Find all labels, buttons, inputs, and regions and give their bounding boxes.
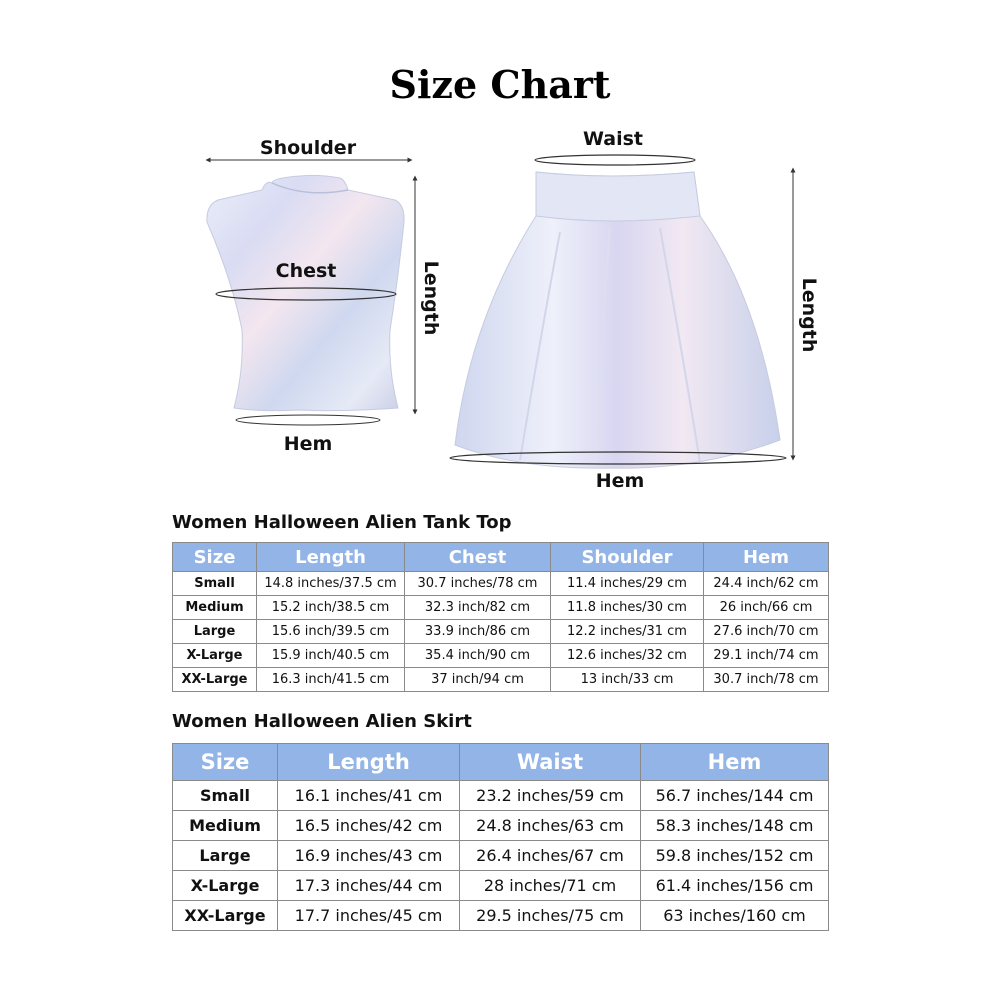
- table-cell: 30.7 inch/78 cm: [704, 668, 829, 692]
- table-cell: 26.4 inches/67 cm: [460, 841, 641, 871]
- page-title: Size Chart: [389, 62, 611, 107]
- top-hem-ellipse: [236, 415, 380, 425]
- waist-label: Waist: [582, 128, 644, 150]
- size-cell: Small: [173, 781, 278, 811]
- table-cell: 24.4 inch/62 cm: [704, 572, 829, 596]
- table-row: [173, 620, 829, 644]
- table-cell: 32.3 inch/82 cm: [405, 596, 551, 620]
- table-cell: 11.8 inches/30 cm: [551, 596, 704, 620]
- size-cell: Medium: [173, 596, 257, 620]
- table-cell: 28 inches/71 cm: [460, 871, 641, 901]
- table-cell: 29.1 inch/74 cm: [704, 644, 829, 668]
- skirt-illustration: [455, 172, 780, 468]
- top-hem-label: Hem: [283, 433, 333, 455]
- table-cell: 12.2 inches/31 cm: [551, 620, 704, 644]
- table-cell: 17.7 inches/45 cm: [278, 901, 460, 931]
- table-cell: 17.3 inches/44 cm: [278, 871, 460, 901]
- column-header: Chest: [405, 543, 551, 572]
- top-length-label: Length: [420, 260, 442, 336]
- table-cell: 15.2 inch/38.5 cm: [257, 596, 405, 620]
- table-row: [173, 781, 829, 811]
- table-cell: 16.9 inches/43 cm: [278, 841, 460, 871]
- table-row: [173, 668, 829, 692]
- table-header-row: [173, 543, 829, 572]
- table-cell: 16.3 inch/41.5 cm: [257, 668, 405, 692]
- size-cell: X-Large: [173, 871, 278, 901]
- tank-top-size-table: [172, 542, 829, 692]
- waist-ellipse: [535, 155, 695, 165]
- column-header: Waist: [460, 744, 641, 781]
- table-cell: 61.4 inches/156 cm: [641, 871, 829, 901]
- table-row: [173, 811, 829, 841]
- skirt-length-label: Length: [798, 277, 820, 353]
- table-cell: 24.8 inches/63 cm: [460, 811, 641, 841]
- table-cell: 58.3 inches/148 cm: [641, 811, 829, 841]
- column-header: Hem: [704, 543, 829, 572]
- tank-top-illustration: [207, 175, 404, 410]
- table-row: [173, 596, 829, 620]
- size-cell: Large: [173, 841, 278, 871]
- table-cell: 15.6 inch/39.5 cm: [257, 620, 405, 644]
- table-cell: 15.9 inch/40.5 cm: [257, 644, 405, 668]
- table-cell: 56.7 inches/144 cm: [641, 781, 829, 811]
- table-cell: 30.7 inches/78 cm: [405, 572, 551, 596]
- size-cell: XX-Large: [173, 668, 257, 692]
- shoulder-label: Shoulder: [259, 137, 357, 159]
- table-cell: 26 inch/66 cm: [704, 596, 829, 620]
- table-cell: 14.8 inches/37.5 cm: [257, 572, 405, 596]
- size-cell: Large: [173, 620, 257, 644]
- table-row: [173, 572, 829, 596]
- column-header: Size: [173, 543, 257, 572]
- table-row: [173, 644, 829, 668]
- column-header: Hem: [641, 744, 829, 781]
- table-cell: 11.4 inches/29 cm: [551, 572, 704, 596]
- table-cell: 37 inch/94 cm: [405, 668, 551, 692]
- size-cell: X-Large: [173, 644, 257, 668]
- table-cell: 27.6 inch/70 cm: [704, 620, 829, 644]
- column-header: Size: [173, 744, 278, 781]
- size-cell: XX-Large: [173, 901, 278, 931]
- table-cell: 16.1 inches/41 cm: [278, 781, 460, 811]
- size-cell: Medium: [173, 811, 278, 841]
- table-cell: 29.5 inches/75 cm: [460, 901, 641, 931]
- table-row: [173, 841, 829, 871]
- table-cell: 35.4 inch/90 cm: [405, 644, 551, 668]
- tank-top-section-title: Women Halloween Alien Tank Top: [172, 512, 512, 533]
- column-header: Shoulder: [551, 543, 704, 572]
- table-cell: 59.8 inches/152 cm: [641, 841, 829, 871]
- table-cell: 16.5 inches/42 cm: [278, 811, 460, 841]
- table-row: [173, 871, 829, 901]
- chest-label: Chest: [275, 260, 337, 282]
- column-header: Length: [278, 744, 460, 781]
- table-cell: 12.6 inches/32 cm: [551, 644, 704, 668]
- table-cell: 33.9 inch/86 cm: [405, 620, 551, 644]
- table-cell: 63 inches/160 cm: [641, 901, 829, 931]
- table-row: [173, 901, 829, 931]
- skirt-size-table: [172, 743, 829, 931]
- size-cell: Small: [173, 572, 257, 596]
- table-header-row: [173, 744, 829, 781]
- skirt-hem-label: Hem: [595, 470, 645, 492]
- table-cell: 13 inch/33 cm: [551, 668, 704, 692]
- column-header: Length: [257, 543, 405, 572]
- skirt-section-title: Women Halloween Alien Skirt: [172, 711, 472, 732]
- table-cell: 23.2 inches/59 cm: [460, 781, 641, 811]
